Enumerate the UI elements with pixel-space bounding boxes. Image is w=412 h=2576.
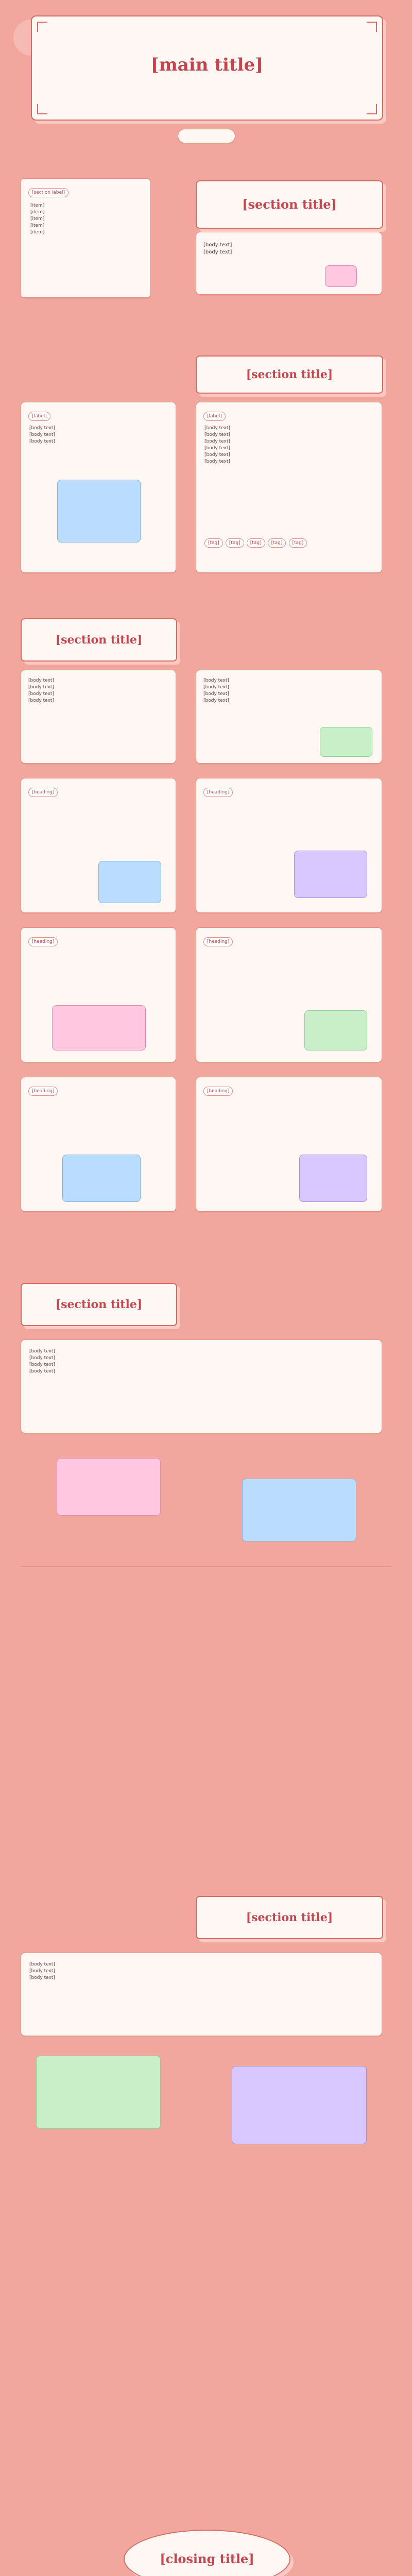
education-section	[0, 613, 412, 1262]
general-right-lines	[204, 425, 374, 465]
education-intro-line: [body text]	[28, 685, 54, 690]
divider	[21, 1566, 391, 1567]
book-kids-illustration	[57, 480, 141, 543]
general-left-line: [body text]	[29, 432, 55, 437]
domain-tag: [tag]	[226, 538, 244, 548]
general-left-tag: [label]	[28, 412, 50, 421]
corner-decoration	[37, 104, 47, 114]
general-left-label	[28, 410, 50, 421]
cover-title-card	[31, 15, 383, 121]
kids-illustration	[62, 1155, 141, 1202]
education-side-line: [body text]	[203, 678, 229, 683]
education-block-card-6	[196, 1077, 382, 1212]
toc-label: [section label]	[28, 188, 68, 197]
education-intro-card	[21, 670, 176, 764]
toc-list	[30, 202, 144, 236]
education-intro-line: [body text]	[28, 678, 54, 683]
general-right-line: [body text]	[204, 439, 230, 444]
general-right-line: [body text]	[204, 426, 230, 431]
evaluation-section	[0, 1880, 412, 2524]
education-block-title	[28, 786, 58, 797]
general-right-card	[196, 402, 382, 573]
org-lines	[29, 1348, 369, 1375]
general-right-line: [body text]	[204, 446, 230, 451]
general-right-line: [body text]	[204, 459, 230, 464]
education-intro-line: [body text]	[28, 698, 54, 703]
education-block-card-4	[196, 927, 382, 1062]
education-block-tag: [heading]	[28, 937, 58, 946]
organization-section	[0, 1262, 412, 1880]
kids-illustration	[320, 727, 372, 757]
general-right-label	[203, 410, 226, 421]
preface-title: [section title]	[242, 197, 337, 212]
education-intro-lines	[28, 677, 167, 704]
cover-title: [main title]	[150, 55, 264, 75]
education-side-lines	[203, 677, 373, 704]
education-block-tag: [heading]	[203, 937, 233, 946]
domain-tag: [tag]	[268, 538, 286, 548]
toc-item: [item]	[30, 216, 45, 222]
org-title: [section title]	[55, 1298, 143, 1311]
education-block-tag: [heading]	[203, 1087, 233, 1096]
education-title-card	[21, 618, 177, 662]
education-intro-line: [body text]	[28, 691, 54, 697]
domain-tag: [tag]	[204, 538, 223, 548]
kids-illustration	[325, 265, 357, 287]
preface-body	[203, 242, 373, 256]
evaluation-title: [section title]	[246, 1911, 333, 1924]
education-side-line: [body text]	[203, 698, 229, 703]
preface-card	[196, 232, 382, 295]
org-card	[21, 1340, 382, 1433]
kids-illustration	[294, 851, 367, 898]
evaluation-title-card	[196, 1896, 383, 1939]
kids-illustration	[57, 1458, 161, 1516]
education-block-title	[203, 786, 233, 797]
org-line: [body text]	[29, 1355, 55, 1361]
preface-title-card	[196, 180, 383, 229]
general-left-lines	[29, 425, 168, 445]
toc-section	[0, 175, 412, 345]
preface-line: [body text]	[203, 242, 232, 248]
general-left-line: [body text]	[29, 426, 55, 431]
general-title-card	[196, 355, 383, 394]
domain-tags	[204, 536, 374, 548]
toc-item: [item]	[30, 223, 45, 228]
cover-badge	[178, 129, 235, 143]
corner-decoration	[367, 104, 377, 114]
toc-card	[21, 178, 150, 298]
org-line: [body text]	[29, 1349, 55, 1354]
general-right-tag: [label]	[203, 412, 226, 421]
evaluation-card	[21, 1953, 382, 2036]
domain-tag: [tag]	[289, 538, 307, 548]
general-right-line: [body text]	[204, 452, 230, 457]
general-right-line: [body text]	[204, 432, 230, 437]
general-left-card	[21, 402, 176, 573]
general-left-line: [body text]	[29, 439, 55, 444]
education-block-title	[203, 1084, 233, 1096]
kids-illustration	[52, 1005, 146, 1050]
education-title: [section title]	[55, 633, 143, 647]
education-block-card-1	[21, 778, 176, 913]
education-side-line: [body text]	[203, 691, 229, 697]
education-side-card	[196, 670, 382, 764]
education-block-title	[28, 1084, 58, 1096]
corner-decoration	[37, 22, 47, 32]
org-line: [body text]	[29, 1362, 55, 1367]
education-block-tag: [heading]	[203, 788, 233, 797]
kids-illustration	[232, 2066, 367, 2144]
kids-illustration	[299, 1155, 367, 1202]
ending-title: [closing title]	[160, 2551, 254, 2566]
kids-illustration	[242, 1479, 356, 1541]
preface-line: [body text]	[203, 249, 232, 255]
education-side-line: [body text]	[203, 685, 229, 690]
toc-item: [item]	[30, 230, 45, 235]
education-block-title	[203, 935, 233, 946]
general-section	[0, 345, 412, 613]
education-block-title	[28, 935, 58, 946]
evaluation-lines	[29, 1961, 369, 1981]
education-block-card-2	[196, 778, 382, 913]
kids-illustration	[36, 2056, 161, 2129]
ending-section	[0, 2524, 412, 2576]
education-block-card-3	[21, 927, 176, 1062]
kids-illustration	[304, 1010, 367, 1050]
org-title-card	[21, 1283, 177, 1326]
education-block-card-5	[21, 1077, 176, 1212]
evaluation-line: [body text]	[29, 1969, 55, 1974]
corner-decoration	[367, 22, 377, 32]
ending-title-card	[124, 2530, 290, 2576]
toc-title	[28, 186, 68, 197]
domain-tag: [tag]	[247, 538, 265, 548]
evaluation-line: [body text]	[29, 1975, 55, 1980]
toc-item: [item]	[30, 203, 45, 208]
education-block-tag: [heading]	[28, 788, 58, 797]
general-title: [section title]	[246, 368, 333, 381]
education-block-tag: [heading]	[28, 1087, 58, 1096]
org-line: [body text]	[29, 1369, 55, 1374]
toc-item: [item]	[30, 210, 45, 215]
kids-illustration	[98, 861, 161, 903]
evaluation-line: [body text]	[29, 1962, 55, 1967]
cover-section	[0, 0, 412, 175]
